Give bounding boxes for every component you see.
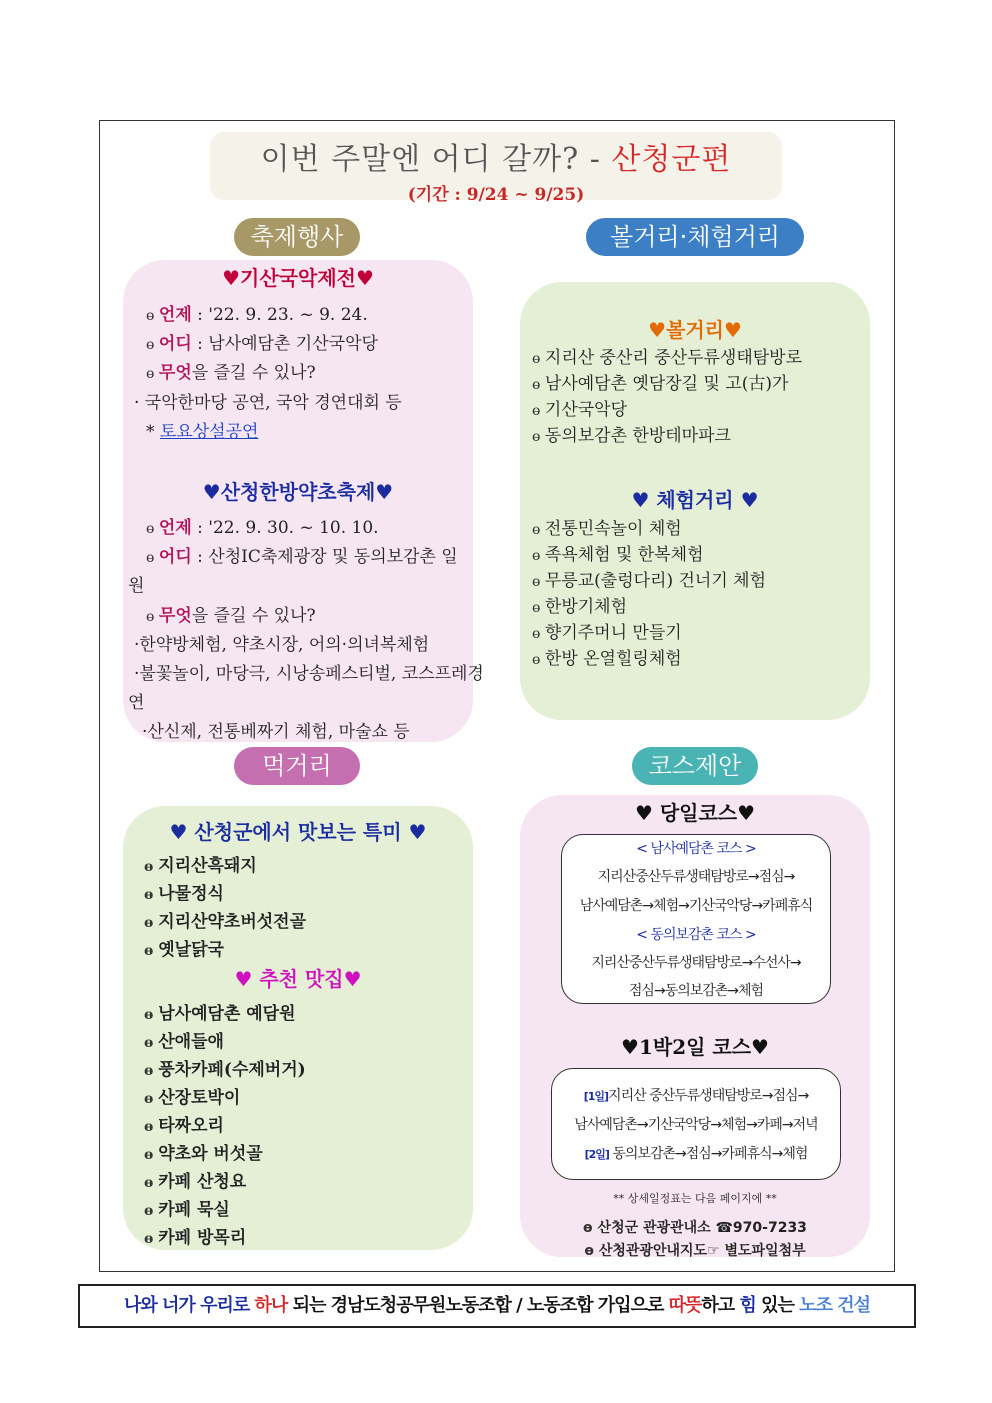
overnight-day2-line: [2일] 동의보감촌→점심→카페휴식→체험 [584, 1146, 808, 1162]
overnight-day1-line: [1일]지리산 중산두류생태탐방로→점심→ [583, 1088, 809, 1104]
schedule-note: ** 상세일정표는 다음 페이지에 ** [613, 1192, 777, 1205]
page-title: 이번 주말엔 어디 갈까? - 산청군편 [260, 142, 732, 177]
sight-item: ɵ 기산국악당 [532, 400, 628, 420]
sights-section-pill: 볼거리·체험거리 [586, 218, 804, 256]
experience-item: ɵ 향기주머니 만들기 [532, 623, 682, 643]
donguibogam-course-line: 점심→동의보감촌→체험 [628, 983, 764, 999]
donguibogam-course-line: 지리산중산두류생태탐방로→수선사→ [591, 955, 801, 971]
experience-item: ɵ 무릉교(출렁다리) 건너기 체험 [532, 571, 767, 591]
festival1-when: ɵ 언제 : '22. 9. 23. ~ 9. 24. [146, 305, 368, 325]
festival2-item-cont: 연 [128, 693, 145, 713]
day-course-box [561, 834, 831, 1004]
course-section-pill: 코스제안 [632, 747, 758, 785]
specialty-title: ♥ 산청군에서 맛보는 특미 ♥ [169, 820, 427, 844]
namsa-course-title: < 남사예담촌 코스 > [636, 841, 756, 857]
restaurant-item: ɵ 남사예담촌 예담원 [144, 1004, 296, 1024]
donguibogam-course-title: < 동의보감촌 코스 > [636, 927, 756, 943]
overnight-day1-line: 남사예담촌→기산국악당→체험→카페→저녁 [574, 1117, 818, 1133]
festival2-item: ·한약방체험, 약초시장, 어의·의녀복체험 [134, 635, 430, 655]
experience-title: ♥ 체험거리 ♥ [631, 488, 759, 512]
festival1-what: ɵ 무엇을 즐길 수 있나? [146, 363, 316, 383]
experience-item: ɵ 한방 온열힐링체험 [532, 649, 682, 669]
festival1-link-line: * 토요상설공연 [146, 422, 259, 442]
restaurant-item: ɵ 산장토박이 [144, 1088, 241, 1108]
specialty-item: ɵ 나물정식 [144, 884, 224, 904]
restaurant-item: ɵ 약초와 버섯골 [144, 1144, 263, 1164]
tour-map-note: ɵ 산청관광안내지도☞ 별도파일첨부 [584, 1243, 806, 1259]
festival2-title: ♥산청한방약초축제♥ [202, 480, 394, 504]
namsa-course-line: 남사예담촌→체험→기산국악당→카페휴식 [579, 898, 813, 914]
overnight-course-box [551, 1068, 841, 1180]
sight-item: ɵ 남사예담촌 옛담장길 및 고(古)가 [532, 374, 789, 394]
restaurant-item: ɵ 타짜오리 [144, 1116, 224, 1136]
festival1-title: ♥기산국악제전♥ [222, 266, 374, 290]
restaurant-item: ɵ 산애들애 [144, 1032, 224, 1052]
sight-item: ɵ 동의보감촌 한방테마파크 [532, 426, 731, 446]
restaurant-item: ɵ 풍차카페(수제버거) [144, 1060, 306, 1080]
sight-item: ɵ 지리산 중산리 중산두류생태탐방로 [532, 348, 803, 368]
festival2-item: ·산신제, 전통베짜기 체험, 마술쇼 등 [142, 722, 410, 742]
restaurant-item: ɵ 카페 방목리 [144, 1228, 247, 1248]
festival2-what: ɵ 무엇을 즐길 수 있나? [146, 606, 316, 626]
festival-section-pill: 축제행사 [234, 218, 360, 256]
experience-item: ɵ 전통민속놀이 체험 [532, 519, 682, 539]
period-text: (기간 : 9/24 ~ 9/25) [407, 185, 585, 205]
festival2-when: ɵ 언제 : '22. 9. 30. ~ 10. 10. [146, 518, 379, 538]
festival2-where: ɵ 어디 : 산청IC축제광장 및 동의보감촌 일 [146, 547, 458, 567]
experience-item: ɵ 한방기체험 [532, 597, 628, 617]
union-slogan-footer: 나와 너가 우리로 하나 되는 경남도청공무원노동조합 / 노동조합 가입으로 따뜻하고 힘 있는 노조 건설 [78, 1284, 916, 1328]
festival1-where: ɵ 어디 : 남사예담촌 기산국악당 [146, 334, 378, 354]
food-section-pill: 먹거리 [234, 747, 360, 785]
tourist-office-contact: ɵ 산청군 관광관내소 ☎970-7233 [583, 1220, 807, 1236]
experience-item: ɵ 족욕체험 및 한복체험 [532, 545, 704, 565]
day-course-title: ♥ 당일코스♥ [634, 801, 756, 825]
sights-title: ♥볼거리♥ [648, 318, 742, 342]
restaurant-item: ɵ 카페 묵실 [144, 1200, 230, 1220]
restaurant-item: ɵ 카페 산청요 [144, 1172, 247, 1192]
overnight-course-title: ♥1박2일 코스♥ [621, 1035, 769, 1059]
saturday-performance-link[interactable]: 토요상설공연 [159, 422, 259, 442]
title-box [210, 132, 782, 205]
namsa-course-line: 지리산중산두류생태탐방로→점심→ [597, 869, 795, 885]
specialty-item: ɵ 지리산흑돼지 [144, 856, 257, 876]
festival2-item: ·불꽃놀이, 마당극, 시낭송페스티벌, 코스프레경 [134, 664, 484, 684]
specialty-item: ɵ 옛날닭국 [144, 940, 224, 960]
festival2-where-cont: 원 [128, 576, 145, 596]
festival1-item: · 국악한마당 공연, 국악 경연대회 등 [134, 393, 402, 413]
restaurant-title: ♥ 추천 맛집♥ [234, 967, 362, 991]
specialty-item: ɵ 지리산약초버섯전골 [144, 912, 307, 932]
